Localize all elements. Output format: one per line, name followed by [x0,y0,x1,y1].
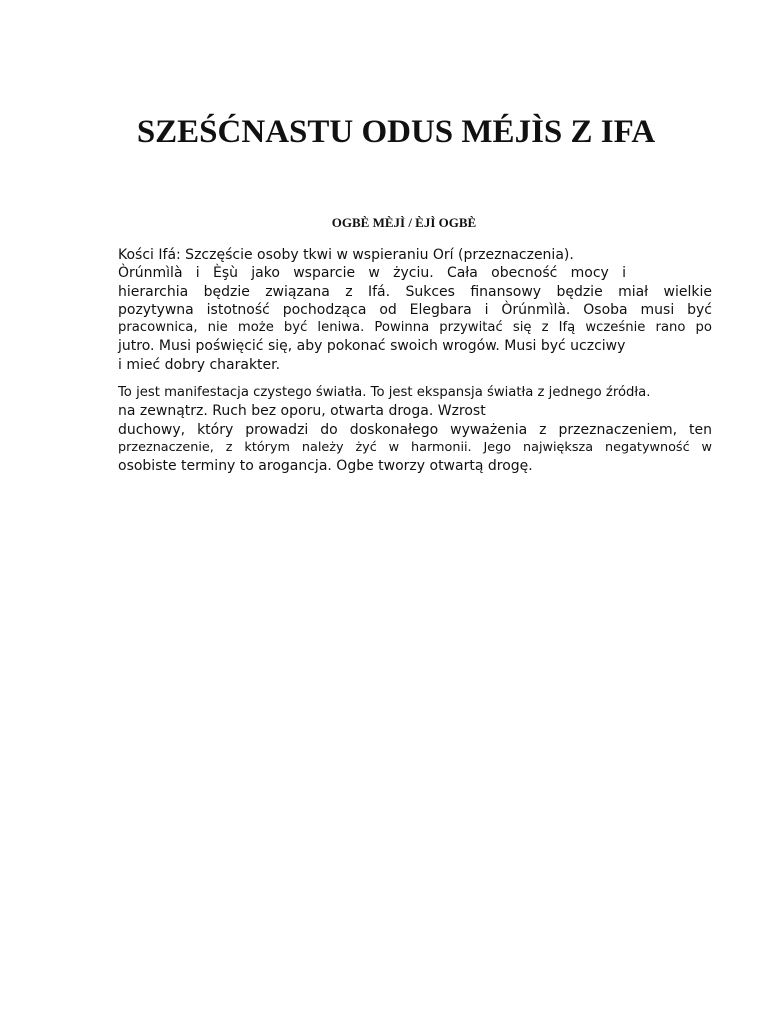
paragraph-line: pracownica, nie może być leniwa. Powinna przywitać się z Ifą wcześnie rano po [118,320,712,336]
paragraph-line: na zewnątrz. Ruch bez oporu, otwarta droga. Wzrost [118,403,486,420]
paragraph-2 [118,384,712,475]
section-heading: OGBÈ MÈJÌ / ÈJÌ OGBÈ [331,215,477,230]
page-title: SZEŚĆNASTU ODUS MÉJÌS Z IFA [136,114,656,150]
paragraph-line: pozytywna istotność pochodząca od Elegbara i Òrúnmìlà. Osoba musi być [118,301,712,318]
paragraph-line: hierarchia będzie związana z Ifá. Sukces finansowy będzie miał wielkie [118,283,712,300]
paragraph-line: Kości Ifá: Szczęście osoby tkwi w wspieraniu Orí (przeznaczenia). [118,247,574,263]
paragraph-1 [118,246,712,374]
paragraph-line: i mieć dobry charakter. [118,356,281,373]
paragraph-line: To jest manifestacja czystego światła. To jest ekspansja światła z jednego źródła. [118,385,651,400]
paragraph-line: osobiste terminy to arogancja. Ogbe tworzy otwartą drogę. [118,458,533,475]
paragraph-line: Òrúnmìlà i Èşù jako wsparcie w życiu. Cała obecność mocy i [118,265,626,282]
paragraph-line: duchowy, który prowadzi do doskonałego wyważenia z przeznaczeniem, ten [118,421,712,438]
paragraph-line: przeznaczenie, z którym należy żyć w harmonii. Jego największa negatywność w [118,439,712,455]
paragraph-line: jutro. Musi poświęcić się, aby pokonać swoich wrogów. Musi być uczciwy [118,338,626,355]
